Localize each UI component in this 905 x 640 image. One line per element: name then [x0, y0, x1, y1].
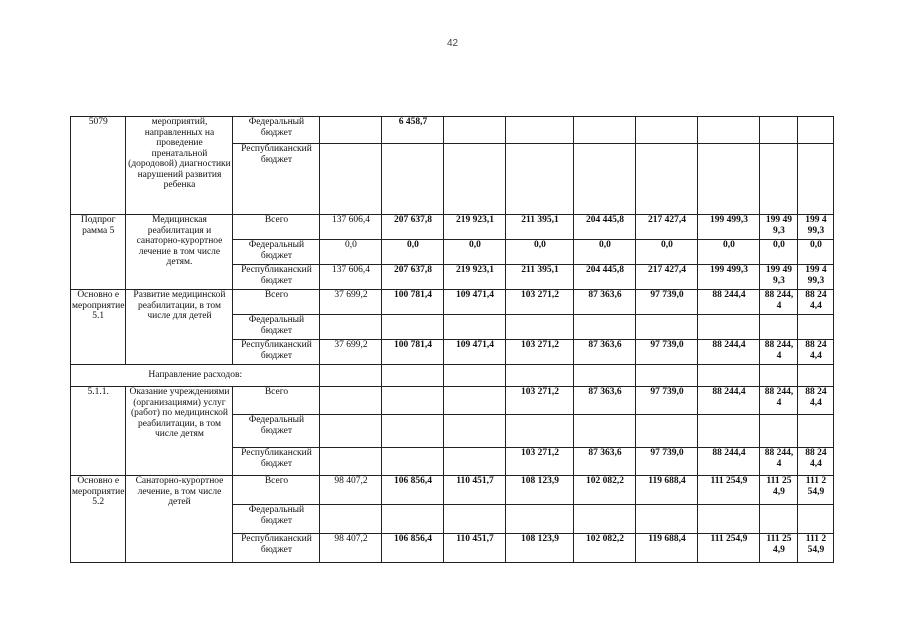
table-row [71, 215, 834, 240]
value-cell [574, 315, 636, 340]
value-cell: 100 781,4 [382, 290, 444, 315]
value-cell [444, 415, 506, 448]
value-cell [698, 365, 760, 387]
value-cell: 119 688,4 [636, 534, 698, 563]
table-row [71, 290, 834, 315]
value-cell: 217 427,4 [636, 215, 698, 240]
value-cell: 97 739,0 [636, 387, 698, 415]
row-code: Основно е мероприятие 5.2 [71, 476, 126, 563]
value-cell: 98 407,2 [320, 476, 382, 505]
value-cell: 6 458,7 [382, 117, 444, 144]
value-cell [760, 315, 798, 340]
table-row [71, 365, 834, 387]
value-cell: 37 699,2 [320, 290, 382, 315]
value-cell: 207 637,8 [382, 265, 444, 290]
value-cell [444, 117, 506, 144]
value-cell [760, 415, 798, 448]
row-name: мероприятий, направленных на проведение пренатальной (дородовой) диагностики нарушений развития ребенка [126, 117, 233, 215]
value-cell [506, 415, 574, 448]
value-cell: 97 739,0 [636, 290, 698, 315]
value-cell [698, 117, 760, 144]
value-cell [798, 117, 834, 144]
value-cell [444, 505, 506, 534]
value-cell [382, 448, 444, 476]
row-name: Развитие медицинской реабилитации, в том числе для детей [126, 290, 233, 365]
value-cell [506, 144, 574, 215]
value-cell: 0,0 [698, 240, 760, 265]
row-code: 5079 [71, 117, 126, 215]
value-cell: 110 451,7 [444, 476, 506, 505]
value-cell [798, 315, 834, 340]
row-code: 5.1.1. [71, 387, 126, 476]
value-cell [760, 117, 798, 144]
value-cell [506, 505, 574, 534]
value-cell: 102 082,2 [574, 534, 636, 563]
funding-source: Всего [233, 290, 320, 315]
value-cell: 207 637,8 [382, 215, 444, 240]
value-cell [382, 315, 444, 340]
value-cell: 211 395,1 [506, 265, 574, 290]
value-cell: 88 244,4 [698, 340, 760, 365]
value-cell: 199 49 9,3 [760, 265, 798, 290]
value-cell [698, 415, 760, 448]
value-cell: 0,0 [382, 240, 444, 265]
value-cell: 88 244,4 [698, 448, 760, 476]
value-cell: 0,0 [506, 240, 574, 265]
value-cell: 103 271,2 [506, 340, 574, 365]
value-cell: 88 24 4,4 [798, 290, 834, 315]
row-name: Медицинская реабилитация и санаторно-курортное лечение в том числе детям. [126, 215, 233, 290]
direction-label: Направление расходов: [71, 365, 320, 387]
value-cell: 199 49 9,3 [760, 215, 798, 240]
value-cell: 111 25 4,9 [760, 534, 798, 563]
value-cell [698, 315, 760, 340]
value-cell: 103 271,2 [506, 387, 574, 415]
funding-source: Всего [233, 476, 320, 505]
value-cell: 88 244, 4 [760, 448, 798, 476]
value-cell: 88 24 4,4 [798, 448, 834, 476]
value-cell [760, 144, 798, 215]
value-cell: 0,0 [320, 240, 382, 265]
table-row [71, 476, 834, 505]
value-cell [444, 144, 506, 215]
value-cell: 88 24 4,4 [798, 340, 834, 365]
value-cell [574, 365, 636, 387]
funding-source: Федеральный бюджет [233, 117, 320, 144]
value-cell [444, 365, 506, 387]
value-cell: 219 923,1 [444, 215, 506, 240]
value-cell [506, 365, 574, 387]
table-row [71, 117, 834, 144]
value-cell [382, 505, 444, 534]
value-cell [320, 448, 382, 476]
value-cell [382, 144, 444, 215]
value-cell: 88 244, 4 [760, 340, 798, 365]
funding-source: Федеральный бюджет [233, 415, 320, 448]
value-cell: 88 244,4 [698, 387, 760, 415]
value-cell: 204 445,8 [574, 215, 636, 240]
value-cell [760, 505, 798, 534]
value-cell: 37 699,2 [320, 340, 382, 365]
value-cell: 0,0 [760, 240, 798, 265]
value-cell: 98 407,2 [320, 534, 382, 563]
value-cell: 87 363,6 [574, 290, 636, 315]
value-cell: 0,0 [574, 240, 636, 265]
value-cell [382, 387, 444, 415]
value-cell: 87 363,6 [574, 340, 636, 365]
value-cell: 111 254,9 [698, 476, 760, 505]
value-cell: 108 123,9 [506, 534, 574, 563]
value-cell [798, 144, 834, 215]
value-cell: 97 739,0 [636, 340, 698, 365]
value-cell [574, 415, 636, 448]
budget-table [70, 116, 834, 563]
value-cell: 0,0 [636, 240, 698, 265]
funding-source: Республиканский бюджет [233, 144, 320, 215]
value-cell: 199 499,3 [698, 215, 760, 240]
value-cell [574, 505, 636, 534]
value-cell: 108 123,9 [506, 476, 574, 505]
value-cell [444, 387, 506, 415]
value-cell [574, 144, 636, 215]
value-cell: 137 606,4 [320, 215, 382, 240]
value-cell [698, 144, 760, 215]
value-cell [320, 144, 382, 215]
value-cell: 109 471,4 [444, 340, 506, 365]
value-cell [382, 365, 444, 387]
value-cell [320, 387, 382, 415]
funding-source: Всего [233, 215, 320, 240]
row-name: Оказание учреждениями (организациями) услуг (работ) по медицинской реабилитации, в том числе детям [126, 387, 233, 476]
value-cell [760, 365, 798, 387]
value-cell [320, 365, 382, 387]
value-cell: 199 4 99,3 [798, 215, 834, 240]
value-cell: 111 25 4,9 [760, 476, 798, 505]
value-cell: 110 451,7 [444, 534, 506, 563]
value-cell: 111 2 54,9 [798, 476, 834, 505]
value-cell [506, 315, 574, 340]
value-cell [574, 117, 636, 144]
page-number: 42 [446, 38, 459, 49]
row-code: Основно е мероприятие 5.1 [71, 290, 126, 365]
value-cell [798, 365, 834, 387]
funding-source: Всего [233, 387, 320, 415]
value-cell [320, 415, 382, 448]
funding-source: Республиканский бюджет [233, 448, 320, 476]
value-cell: 111 254,9 [698, 534, 760, 563]
value-cell [320, 315, 382, 340]
value-cell: 211 395,1 [506, 215, 574, 240]
value-cell [382, 415, 444, 448]
table-row [71, 387, 834, 415]
value-cell: 100 781,4 [382, 340, 444, 365]
value-cell [320, 117, 382, 144]
value-cell: 87 363,6 [574, 448, 636, 476]
value-cell: 88 244,4 [698, 290, 760, 315]
value-cell: 217 427,4 [636, 265, 698, 290]
value-cell: 199 499,3 [698, 265, 760, 290]
value-cell [636, 505, 698, 534]
funding-source: Федеральный бюджет [233, 240, 320, 265]
value-cell: 137 606,4 [320, 265, 382, 290]
funding-source: Республиканский бюджет [233, 265, 320, 290]
value-cell: 111 2 54,9 [798, 534, 834, 563]
value-cell: 103 271,2 [506, 448, 574, 476]
funding-source: Республиканский бюджет [233, 340, 320, 365]
value-cell [636, 415, 698, 448]
value-cell [444, 448, 506, 476]
value-cell: 88 24 4,4 [798, 387, 834, 415]
value-cell [444, 315, 506, 340]
value-cell: 103 271,2 [506, 290, 574, 315]
value-cell [636, 117, 698, 144]
funding-source: Федеральный бюджет [233, 505, 320, 534]
value-cell [798, 415, 834, 448]
value-cell: 88 244, 4 [760, 290, 798, 315]
value-cell [636, 315, 698, 340]
funding-source: Республиканский бюджет [233, 534, 320, 563]
value-cell [698, 505, 760, 534]
value-cell [320, 505, 382, 534]
value-cell: 0,0 [798, 240, 834, 265]
value-cell: 204 445,8 [574, 265, 636, 290]
value-cell: 87 363,6 [574, 387, 636, 415]
row-code: Подпрог рамма 5 [71, 215, 126, 290]
value-cell: 0,0 [444, 240, 506, 265]
value-cell: 119 688,4 [636, 476, 698, 505]
funding-source: Федеральный бюджет [233, 315, 320, 340]
value-cell: 88 244, 4 [760, 387, 798, 415]
value-cell [636, 365, 698, 387]
value-cell: 97 739,0 [636, 448, 698, 476]
value-cell: 102 082,2 [574, 476, 636, 505]
value-cell [506, 117, 574, 144]
value-cell [636, 144, 698, 215]
value-cell: 109 471,4 [444, 290, 506, 315]
value-cell: 219 923,1 [444, 265, 506, 290]
value-cell: 106 856,4 [382, 476, 444, 505]
value-cell [798, 505, 834, 534]
row-name: Санаторно-курортное лечение, в том числе детей [126, 476, 233, 563]
value-cell: 199 4 99,3 [798, 265, 834, 290]
value-cell: 106 856,4 [382, 534, 444, 563]
